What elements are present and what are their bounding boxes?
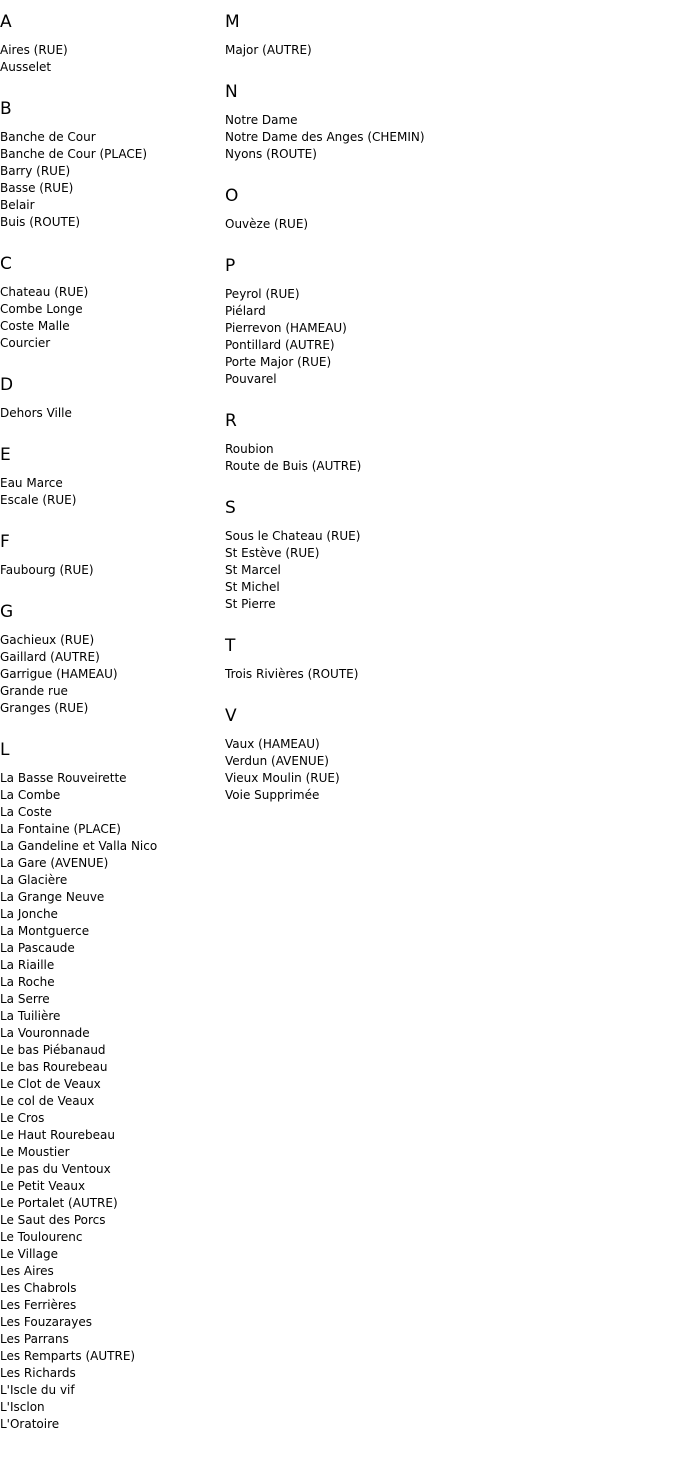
index-column-left: [0, 0, 225, 1433]
letter-heading: S: [225, 498, 236, 518]
letter-section: [0, 445, 225, 509]
street-link[interactable]: Les Fouzarayes: [0, 1315, 93, 1329]
street-link[interactable]: La Coste: [0, 805, 52, 819]
street-link[interactable]: Les Richards: [0, 1366, 76, 1380]
street-link[interactable]: Pouvarel: [225, 372, 277, 386]
street-list: [225, 112, 665, 163]
letter-section: [225, 411, 665, 475]
letter-section: [0, 532, 225, 579]
street-link[interactable]: La Glacière: [0, 873, 68, 887]
street-link[interactable]: Faubourg (RUE): [0, 563, 94, 577]
street-link[interactable]: Les Parrans: [0, 1332, 69, 1346]
street-link[interactable]: Coste Malle: [0, 319, 70, 333]
street-link[interactable]: Banche de Cour: [0, 130, 96, 144]
street-list: [0, 284, 225, 352]
street-link[interactable]: Barry (RUE): [0, 164, 71, 178]
street-link[interactable]: Peyrol (RUE): [225, 287, 300, 301]
street-link[interactable]: Trois Rivières (ROUTE): [225, 667, 359, 681]
street-link[interactable]: La Fontaine (PLACE): [0, 822, 121, 836]
index-column-right: [225, 0, 665, 804]
street-link[interactable]: Banche de Cour (PLACE): [0, 147, 147, 161]
street-link[interactable]: La Roche: [0, 975, 55, 989]
letter-section: [225, 12, 665, 59]
street-link[interactable]: La Tuilière: [0, 1009, 61, 1023]
street-list: [225, 216, 665, 233]
street-link[interactable]: Dehors Ville: [0, 406, 72, 420]
street-link[interactable]: Ouvèze (RUE): [225, 217, 309, 231]
letter-heading: P: [225, 256, 236, 276]
letter-heading: C: [0, 254, 12, 274]
street-link[interactable]: Chateau (RUE): [0, 285, 89, 299]
street-link[interactable]: Le Clot de Veaux: [0, 1077, 101, 1091]
letter-heading: E: [0, 445, 11, 465]
letter-heading: O: [225, 186, 239, 206]
letter-section: [225, 706, 665, 804]
street-link[interactable]: Notre Dame: [225, 113, 298, 127]
street-link[interactable]: Les Remparts (AUTRE): [0, 1349, 136, 1363]
street-link[interactable]: Le bas Piébanaud: [0, 1043, 106, 1057]
letter-section: [0, 12, 225, 76]
street-list: [225, 441, 665, 475]
street-link[interactable]: Le Toulourenc: [0, 1230, 83, 1244]
letter-heading: F: [0, 532, 10, 552]
street-link[interactable]: St Estève (RUE): [225, 546, 320, 560]
street-link[interactable]: La Vouronnade: [0, 1026, 90, 1040]
street-list: [225, 286, 665, 388]
street-link[interactable]: Le col de Veaux: [0, 1094, 95, 1108]
street-link[interactable]: Basse (RUE): [0, 181, 74, 195]
street-link[interactable]: Le Haut Rourebeau: [0, 1128, 115, 1142]
letter-section: [0, 740, 225, 1433]
street-link[interactable]: Les Aires: [0, 1264, 54, 1278]
street-list: [225, 666, 665, 683]
street-link[interactable]: La Serre: [0, 992, 50, 1006]
street-link[interactable]: La Grange Neuve: [0, 890, 105, 904]
letter-section: [0, 99, 225, 231]
street-link[interactable]: Les Ferrières: [0, 1298, 77, 1312]
street-link[interactable]: Le Village: [0, 1247, 58, 1261]
letter-heading: D: [0, 375, 14, 395]
street-list: [0, 475, 225, 509]
street-link[interactable]: La Gare (AVENUE): [0, 856, 109, 870]
street-link[interactable]: La Basse Rouveirette: [0, 771, 127, 785]
street-link[interactable]: Escale (RUE): [0, 493, 77, 507]
street-link[interactable]: St Pierre: [225, 597, 276, 611]
street-link[interactable]: Piélard: [225, 304, 266, 318]
street-link[interactable]: Route de Buis (AUTRE): [225, 459, 362, 473]
street-link[interactable]: L'Oratoire: [0, 1417, 60, 1431]
street-link[interactable]: Nyons (ROUTE): [225, 147, 317, 161]
letter-section: [0, 375, 225, 422]
street-list: [0, 405, 225, 422]
letter-heading: N: [225, 82, 238, 102]
street-link[interactable]: Les Chabrols: [0, 1281, 77, 1295]
street-link[interactable]: L'Isclon: [0, 1400, 45, 1414]
street-link[interactable]: Notre Dame des Anges (CHEMIN): [225, 130, 425, 144]
street-link[interactable]: Pierrevon (HAMEAU): [225, 321, 347, 335]
street-link[interactable]: Eau Marce: [0, 476, 63, 490]
letter-heading: B: [0, 99, 12, 119]
letter-section: [225, 256, 665, 388]
street-link[interactable]: Verdun (AVENUE): [225, 754, 329, 768]
street-list: [0, 562, 225, 579]
street-link[interactable]: Roubion: [225, 442, 274, 456]
street-link[interactable]: Le pas du Ventoux: [0, 1162, 111, 1176]
street-list: [0, 632, 225, 717]
street-link[interactable]: Major (AUTRE): [225, 43, 312, 57]
letter-section: [225, 186, 665, 233]
street-link[interactable]: Garrigue (HAMEAU): [0, 667, 118, 681]
street-link[interactable]: Le Saut des Porcs: [0, 1213, 106, 1227]
letter-section: [0, 254, 225, 352]
street-list: [0, 770, 225, 1433]
street-link[interactable]: La Montguerce: [0, 924, 90, 938]
street-link[interactable]: La Riaille: [0, 958, 55, 972]
street-link[interactable]: Vieux Moulin (RUE): [225, 771, 340, 785]
street-link[interactable]: Granges (RUE): [0, 701, 89, 715]
street-list: [225, 528, 665, 613]
street-link[interactable]: Gaillard (AUTRE): [0, 650, 100, 664]
street-link[interactable]: Le Moustier: [0, 1145, 70, 1159]
street-link[interactable]: Le Petit Veaux: [0, 1179, 86, 1193]
street-link[interactable]: L'Iscle du vif: [0, 1383, 75, 1397]
street-list: [225, 42, 665, 59]
street-list: [0, 42, 225, 76]
street-link[interactable]: La Jonche: [0, 907, 58, 921]
street-link[interactable]: Courcier: [0, 336, 51, 350]
letter-heading: R: [225, 411, 237, 431]
letter-section: [225, 82, 665, 163]
street-link[interactable]: La Combe: [0, 788, 61, 802]
letter-section: [225, 498, 665, 613]
street-link[interactable]: Aires (RUE): [0, 43, 68, 57]
street-link[interactable]: Vaux (HAMEAU): [225, 737, 320, 751]
street-list: [0, 129, 225, 231]
letter-heading: T: [225, 636, 236, 656]
street-link[interactable]: Le Portalet (AUTRE): [0, 1196, 118, 1210]
street-link[interactable]: St Marcel: [225, 563, 281, 577]
street-link[interactable]: La Gandeline et Valla Nico: [0, 839, 158, 853]
letter-heading: L: [0, 740, 10, 760]
letter-heading: A: [0, 12, 12, 32]
street-link[interactable]: Gachieux (RUE): [0, 633, 95, 647]
street-link[interactable]: Ausselet: [0, 60, 52, 74]
letter-heading: M: [225, 12, 240, 32]
street-link[interactable]: Pontillard (AUTRE): [225, 338, 335, 352]
street-link[interactable]: Buis (ROUTE): [0, 215, 81, 229]
street-link[interactable]: St Michel: [225, 580, 280, 594]
street-link[interactable]: Le bas Rourebeau: [0, 1060, 108, 1074]
street-link[interactable]: Combe Longe: [0, 302, 83, 316]
letter-section: [0, 602, 225, 717]
street-link[interactable]: Le Cros: [0, 1111, 45, 1125]
street-link[interactable]: Grande rue: [0, 684, 68, 698]
street-link[interactable]: Sous le Chateau (RUE): [225, 529, 361, 543]
letter-heading: V: [225, 706, 237, 726]
street-link[interactable]: Voie Supprimée: [225, 788, 320, 802]
street-list: [225, 736, 665, 804]
street-link[interactable]: La Pascaude: [0, 941, 75, 955]
street-link[interactable]: Porte Major (RUE): [225, 355, 332, 369]
letter-heading: G: [0, 602, 14, 622]
street-link[interactable]: Belair: [0, 198, 35, 212]
letter-section: [225, 636, 665, 683]
